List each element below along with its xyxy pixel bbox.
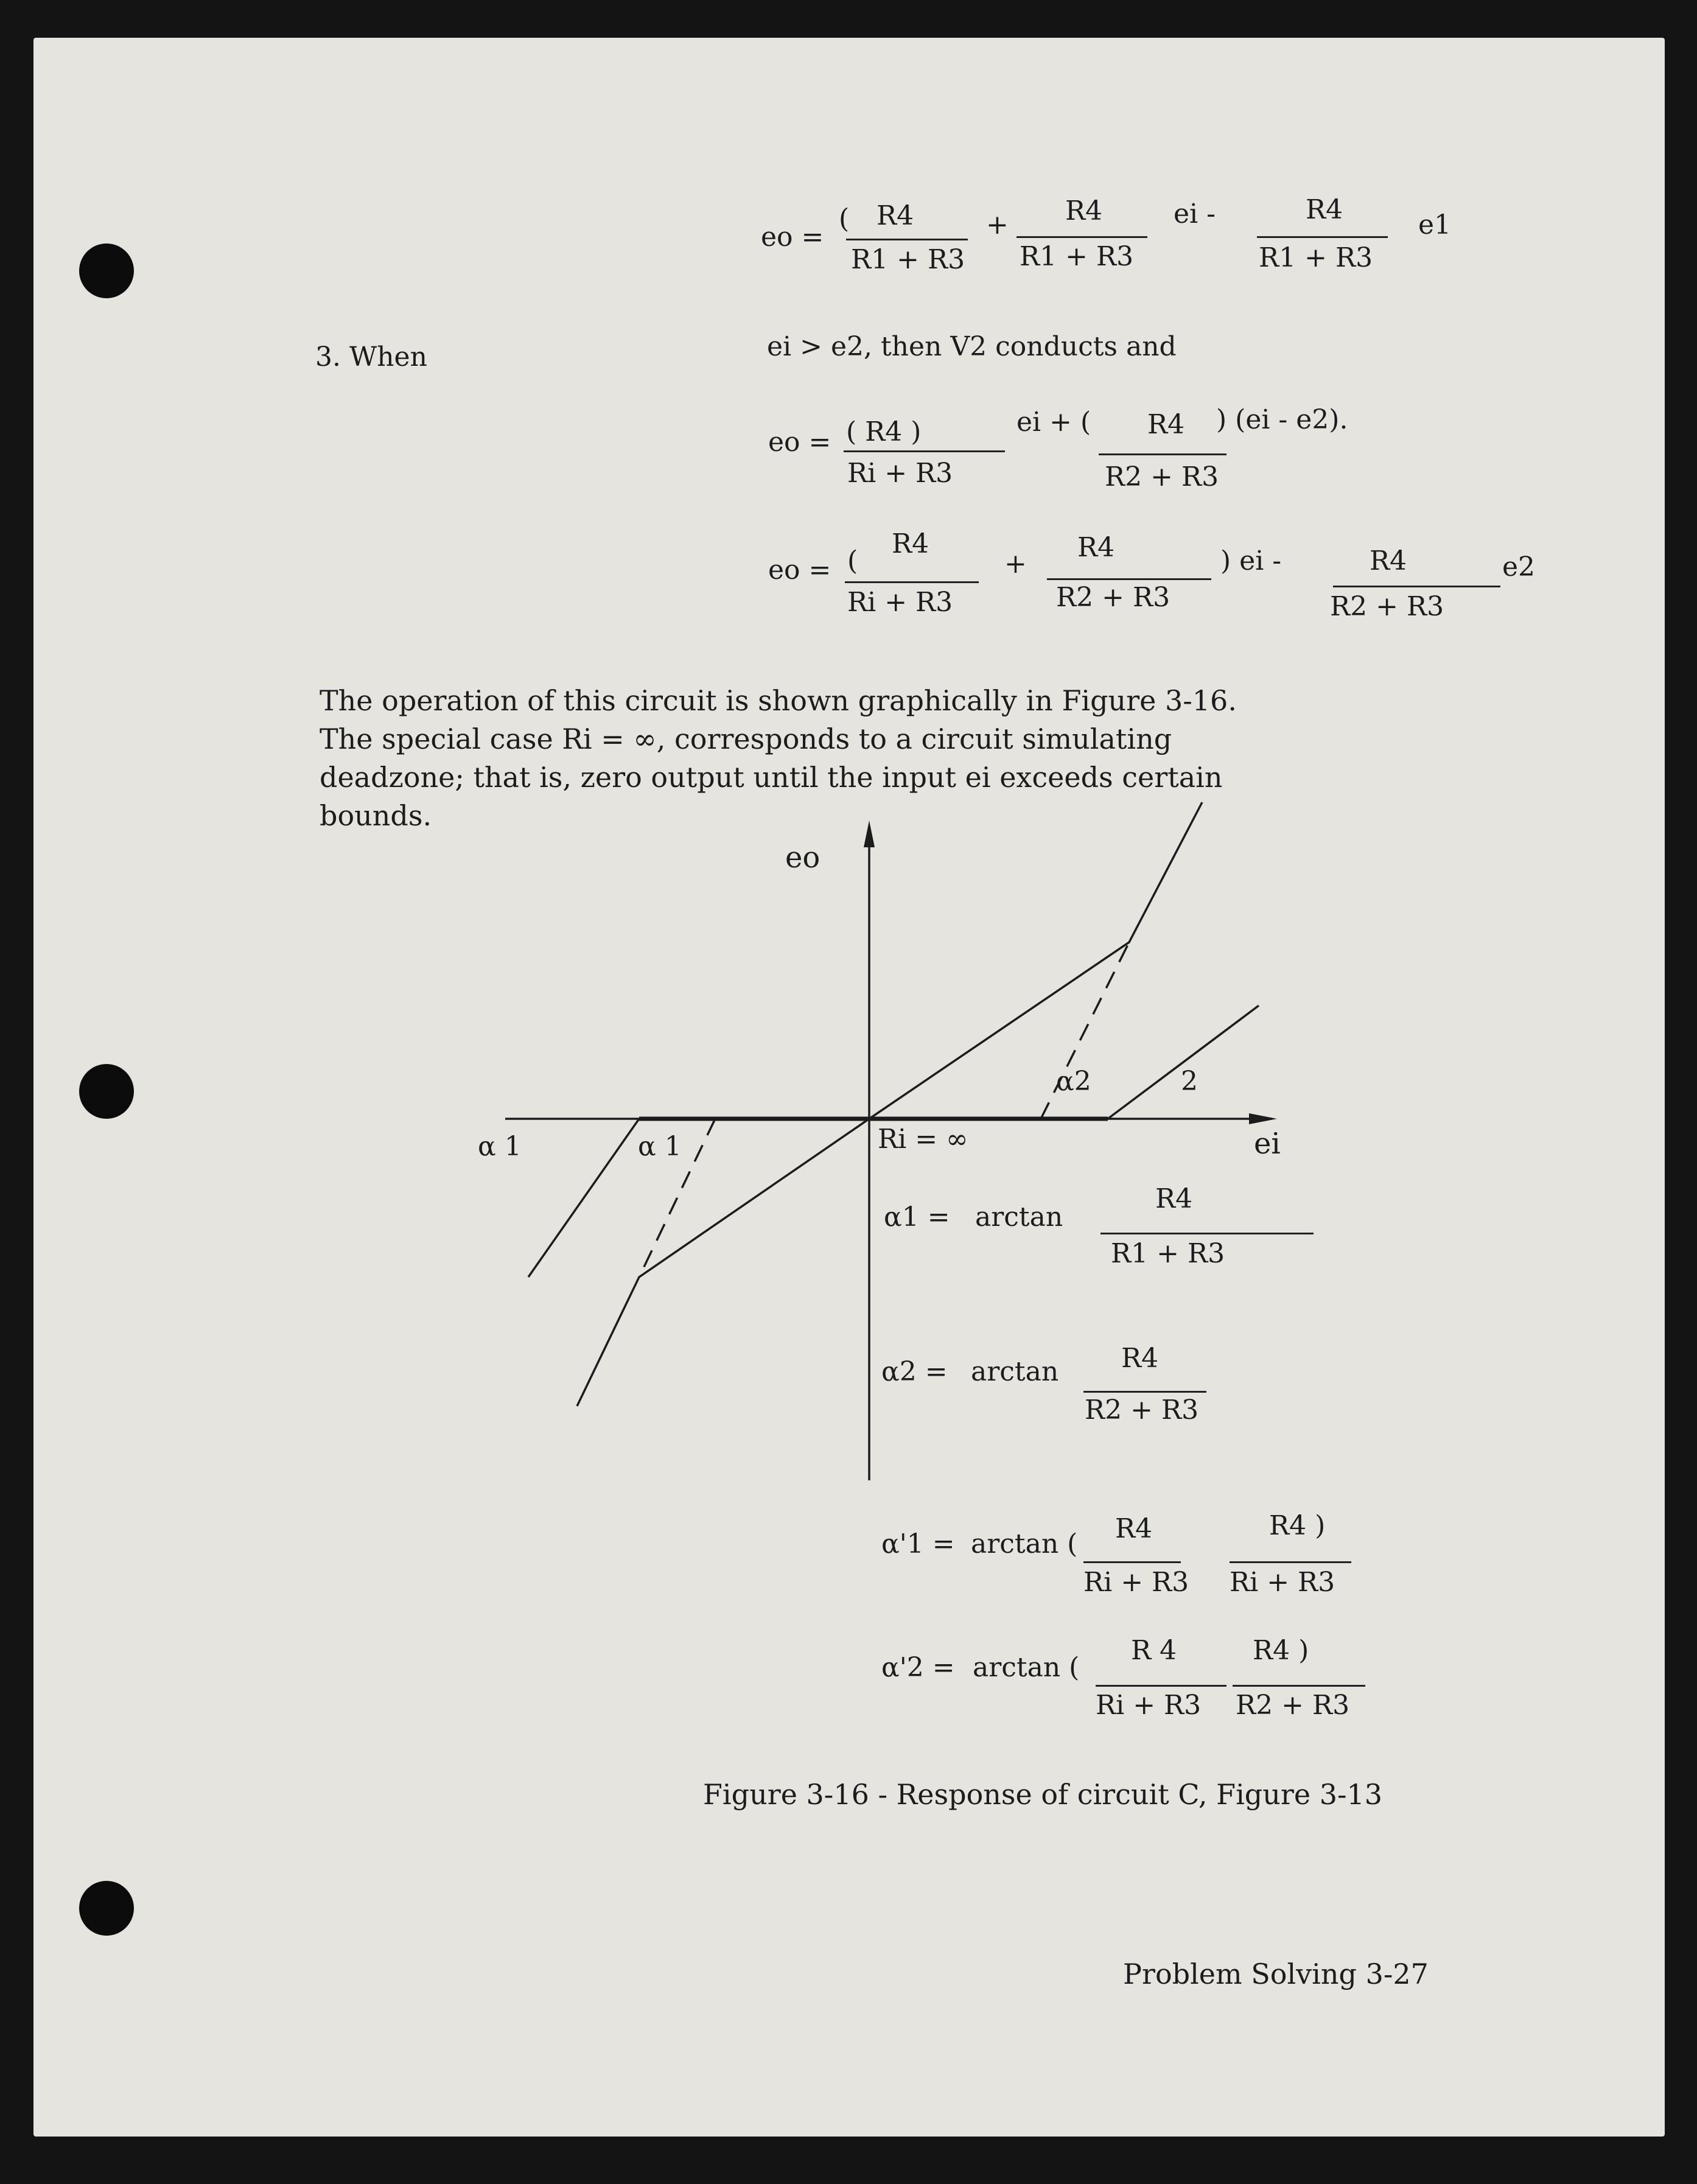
eq1-tail: e1	[1418, 209, 1452, 240]
eq3-ei-minus: ) ei -	[1220, 545, 1282, 576]
definition-den-2: Ri + R3	[1230, 1567, 1335, 1598]
definition-num: R4	[1121, 1343, 1159, 1374]
fraction-bar	[1100, 1233, 1314, 1234]
paragraph-line: The operation of this circuit is shown graphically in Figure 3-16.	[320, 684, 1237, 717]
eq2-mid: ei + (	[1016, 407, 1091, 438]
ri-infinity-label: Ri = ∞	[878, 1124, 968, 1155]
eq1-f2-num: R4	[1065, 195, 1103, 226]
line-2	[1108, 1006, 1259, 1119]
paragraph-line: bounds.	[320, 799, 432, 832]
eq3-f2-num: R4	[1077, 532, 1115, 563]
eq1-open-paren: (	[839, 203, 850, 234]
eq3-f1-num: R4	[892, 528, 929, 559]
definition-den: Ri + R3	[1083, 1567, 1189, 1598]
definition-num-2: R4 )	[1253, 1635, 1309, 1666]
paragraph-line: The special case Ri = ∞, corresponds to a circuit simulating	[320, 723, 1172, 755]
eq1-lhs: eo =	[761, 222, 824, 253]
definition-den: R2 + R3	[1085, 1395, 1199, 1426]
eq3-f1-den: Ri + R3	[847, 587, 953, 618]
definition-lhs: α1 =	[884, 1202, 950, 1233]
definition-lhs: α'2 =	[881, 1652, 955, 1683]
eq3-plus: +	[1004, 548, 1027, 579]
eq2-lhs: eo =	[768, 427, 831, 458]
definition-lhs: α2 =	[881, 1356, 948, 1387]
definition-fn: arctan	[971, 1356, 1059, 1387]
eq3-f2-den: R2 + R3	[1056, 582, 1170, 613]
eq1-f3-num: R4	[1306, 194, 1343, 225]
fraction-bar	[1096, 1685, 1226, 1687]
paragraph-line: deadzone; that is, zero output until the input ei exceeds certain	[320, 761, 1223, 794]
definition-lhs: α'1 =	[881, 1528, 955, 1559]
eq1-f3-den: R1 + R3	[1259, 242, 1373, 273]
alpha1-prime-label: α 1	[638, 1131, 682, 1162]
y-axis-label: eo	[785, 841, 821, 875]
eq1-ei-minus: ei -	[1174, 198, 1216, 229]
y-axis-arrow-icon	[864, 821, 875, 847]
eq3-f3-den: R2 + R3	[1330, 591, 1444, 622]
line-2-label: 2	[1181, 1066, 1198, 1097]
definition-fn: arctan (	[973, 1652, 1080, 1683]
x-axis-arrow-icon	[1249, 1113, 1277, 1124]
eq1-f2-den: R1 + R3	[1020, 241, 1134, 272]
fraction-bar	[1083, 1391, 1206, 1393]
eq3-tail: e2	[1502, 551, 1536, 583]
definition-num: R4	[1155, 1183, 1193, 1214]
alpha1-outer-label: α 1	[478, 1131, 522, 1162]
deadzone-left-line	[528, 1119, 639, 1277]
eq2-tail: ) (ei - e2).	[1216, 404, 1348, 435]
definition-den: Ri + R3	[1096, 1690, 1202, 1721]
definition-fn: arctan	[975, 1202, 1063, 1233]
fraction-bar	[1083, 1561, 1181, 1563]
eq1-f1-den: R1 + R3	[851, 244, 965, 275]
case-3-label: 3. When	[315, 341, 427, 373]
response-line-ri-finite	[577, 802, 1202, 1406]
eq2-f1-num: ( R4 )	[846, 416, 922, 447]
eq2-f2-den: R2 + R3	[1105, 461, 1219, 492]
eq3-lhs: eo =	[768, 555, 831, 586]
definition-fn: arctan (	[971, 1528, 1078, 1559]
eq3-open-paren: (	[847, 545, 858, 576]
definition-num: R 4	[1131, 1635, 1177, 1666]
eq3-f3-num: R4	[1370, 545, 1407, 576]
eq2-f2-num: R4	[1147, 409, 1185, 440]
case-3-condition: ei > e2, then V2 conducts and	[767, 331, 1177, 362]
eq2-f1-den: Ri + R3	[847, 458, 953, 489]
fraction-bar	[1233, 1685, 1365, 1687]
definition-den: R1 + R3	[1111, 1238, 1225, 1269]
figure-caption: Figure 3-16 - Response of circuit C, Figure 3-13	[703, 1778, 1383, 1811]
alpha2-prime-label: α2	[1056, 1066, 1091, 1097]
eq1-plus: +	[986, 209, 1009, 240]
definition-num: R4	[1115, 1513, 1153, 1544]
page-footer: Problem Solving 3-27	[1123, 1958, 1429, 1990]
x-axis-label: ei	[1254, 1127, 1281, 1161]
fraction-bar	[1230, 1561, 1351, 1563]
definition-num-2: R4 )	[1269, 1510, 1326, 1541]
definition-den-2: R2 + R3	[1236, 1690, 1350, 1721]
eq1-f1-num: R4	[876, 200, 914, 231]
